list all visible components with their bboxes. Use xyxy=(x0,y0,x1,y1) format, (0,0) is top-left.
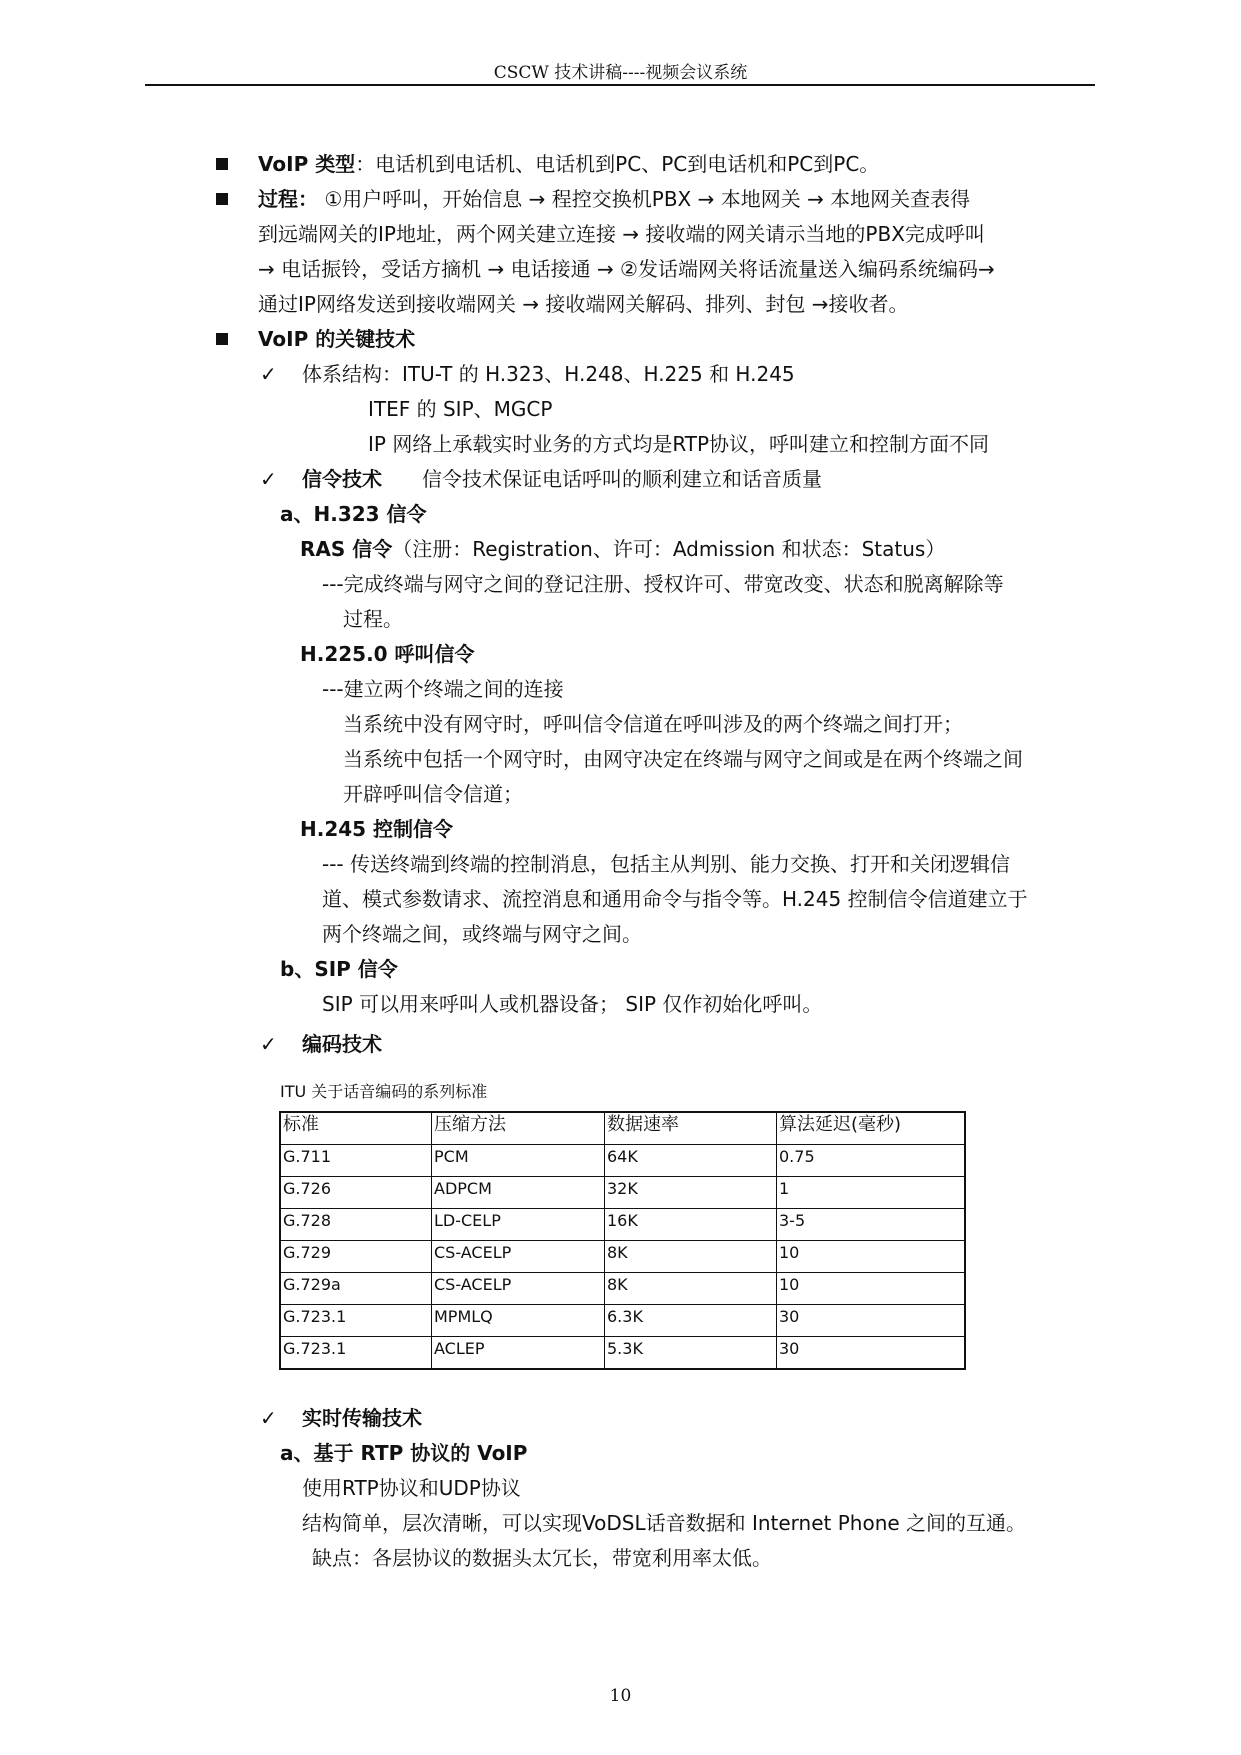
h225-text-4: 开辟呼叫信令信道； xyxy=(343,782,523,806)
page-number: 10 xyxy=(609,1686,632,1706)
header-rule xyxy=(145,84,1095,86)
key-tech-heading: VoIP 的关键技术 xyxy=(258,327,416,351)
process-line-4: 通过IP网络发送到接收端网关 → 接收端网关解码、排列、封包 →接收者。 xyxy=(258,292,909,316)
square-bullet-icon xyxy=(216,158,228,170)
h225-text-1: ---建立两个终端之间的连接 xyxy=(322,677,564,701)
process-line-1 xyxy=(258,185,970,213)
table-row xyxy=(280,1273,965,1305)
table-cell: 0.75 xyxy=(777,1145,966,1177)
table-cell: G.729 xyxy=(280,1241,432,1273)
check-mark-icon: ✓ xyxy=(260,1032,277,1056)
table-cell: G.723.1 xyxy=(280,1305,432,1337)
ras-line xyxy=(300,535,945,563)
table-caption: ITU 关于话音编码的系列标准 xyxy=(280,1082,488,1101)
table-row xyxy=(280,1177,965,1209)
process-text-1: ①用户呼叫，开始信息 → 程控交换机PBX → 本地网关 → 本地网关查表得 xyxy=(318,187,971,211)
table-header-cell: 算法延迟(毫秒) xyxy=(777,1112,966,1145)
ras-desc: （注册：Registration、许可：Admission 和状态：Status） xyxy=(392,537,946,561)
table-row xyxy=(280,1241,965,1273)
table-cell: G.728 xyxy=(280,1209,432,1241)
table-cell: G.723.1 xyxy=(280,1337,432,1370)
signaling-desc: 信令技术保证电话呼叫的顺利建立和话音质量 xyxy=(422,467,822,491)
table-header-cell: 数据速率 xyxy=(605,1112,777,1145)
table-row xyxy=(280,1305,965,1337)
h323-heading: a、H.323 信令 xyxy=(280,502,427,526)
h245-heading: H.245 控制信令 xyxy=(300,817,454,841)
voip-types-text: ：电话机到电话机、电话机到PC、PC到电话机和PC到PC。 xyxy=(355,152,880,176)
h225-text-2: 当系统中没有网守时，呼叫信令信道在呼叫涉及的两个终端之间打开； xyxy=(343,712,963,736)
table-row xyxy=(280,1145,965,1177)
sip-heading: b、SIP 信令 xyxy=(280,957,398,981)
encoding-heading: 编码技术 xyxy=(302,1032,382,1056)
table-cell: ACLEP xyxy=(432,1337,605,1370)
table-cell: PCM xyxy=(432,1145,605,1177)
table-row xyxy=(280,1337,965,1370)
sip-text: SIP 可以用来呼叫人或机器设备； SIP 仅作初始化呼叫。 xyxy=(322,992,823,1016)
check-mark-icon: ✓ xyxy=(260,1406,277,1430)
table-cell: 5.3K xyxy=(605,1337,777,1370)
square-bullet-icon xyxy=(216,193,228,205)
process-line-2: 到远端网关的IP地址，两个网关建立连接 → 接收端的网关请示当地的PBX完成呼叫 xyxy=(258,222,985,246)
table-cell: CS-ACELP xyxy=(432,1273,605,1305)
rtp-heading: a、基于 RTP 协议的 VoIP xyxy=(280,1441,528,1465)
header-title: CSCW 技术讲稿----视频会议系统 xyxy=(493,63,748,83)
table-header-cell: 压缩方法 xyxy=(432,1112,605,1145)
table-cell: 3-5 xyxy=(777,1209,966,1241)
h225-heading: H.225.0 呼叫信令 xyxy=(300,642,475,666)
signaling-heading: 信令技术 xyxy=(302,467,382,491)
process-line-3: → 电话振铃，受话方摘机 → 电话接通 → ②发话端网关将话流量送入编码系统编码→ xyxy=(258,257,995,281)
h245-text-1: --- 传送终端到终端的控制消息，包括主从判别、能力交换、打开和关闭逻辑信 xyxy=(322,852,1011,876)
table-cell: G.729a xyxy=(280,1273,432,1305)
h245-text-3: 两个终端之间，或终端与网守之间。 xyxy=(322,922,642,946)
h225-text-3: 当系统中包括一个网守时，由网守决定在终端与网守之间或是在两个终端之间 xyxy=(343,747,1023,771)
voip-types-line xyxy=(258,150,879,178)
rtp-text-1: 使用RTP协议和UDP协议 xyxy=(302,1476,521,1500)
rtp-text-3: 缺点：各层协议的数据头太冗长，带宽利用率太低。 xyxy=(312,1546,772,1570)
voip-types-label: VoIP 类型 xyxy=(258,152,356,176)
table-cell: CS-ACELP xyxy=(432,1241,605,1273)
table-row xyxy=(280,1209,965,1241)
table-cell: MPMLQ xyxy=(432,1305,605,1337)
ras-text-1: ---完成终端与网守之间的登记注册、授权许可、带宽改变、状态和脱离解除等 xyxy=(322,572,1004,596)
arch-line-1: 体系结构：ITU-T 的 H.323、H.248、H.225 和 H.245 xyxy=(302,362,795,386)
table-header-row xyxy=(280,1112,965,1145)
table-cell: 30 xyxy=(777,1305,966,1337)
ras-text-2: 过程。 xyxy=(343,607,403,631)
ras-label: RAS 信令 xyxy=(300,537,393,561)
table-cell: 32K xyxy=(605,1177,777,1209)
table-cell: 6.3K xyxy=(605,1305,777,1337)
arch-line-2: ITEF 的 SIP、MGCP xyxy=(368,397,553,421)
process-label: 过程： xyxy=(258,187,318,211)
table-cell: 30 xyxy=(777,1337,966,1370)
table-cell: 10 xyxy=(777,1241,966,1273)
check-mark-icon: ✓ xyxy=(260,362,277,386)
table-cell: 8K xyxy=(605,1241,777,1273)
codec-table xyxy=(279,1111,966,1370)
h245-text-2: 道、模式参数请求、流控消息和通用命令与指令等。H.245 控制信令信道建立于 xyxy=(322,887,1028,911)
table-cell: G.711 xyxy=(280,1145,432,1177)
table-header-cell: 标准 xyxy=(280,1112,432,1145)
table-cell: 16K xyxy=(605,1209,777,1241)
check-mark-icon: ✓ xyxy=(260,467,277,491)
table-cell: G.726 xyxy=(280,1177,432,1209)
rtp-text-2: 结构简单，层次清晰，可以实现VoDSL话音数据和 Internet Phone 之间的互通。 xyxy=(302,1511,1027,1535)
arch-line-3: IP 网络上承载实时业务的方式均是RTP协议，呼叫建立和控制方面不同 xyxy=(368,432,990,456)
table-cell: LD-CELP xyxy=(432,1209,605,1241)
table-cell: 8K xyxy=(605,1273,777,1305)
realtime-heading: 实时传输技术 xyxy=(302,1406,422,1430)
table-cell: ADPCM xyxy=(432,1177,605,1209)
square-bullet-icon xyxy=(216,333,228,345)
table-cell: 1 xyxy=(777,1177,966,1209)
table-cell: 10 xyxy=(777,1273,966,1305)
table-cell: 64K xyxy=(605,1145,777,1177)
